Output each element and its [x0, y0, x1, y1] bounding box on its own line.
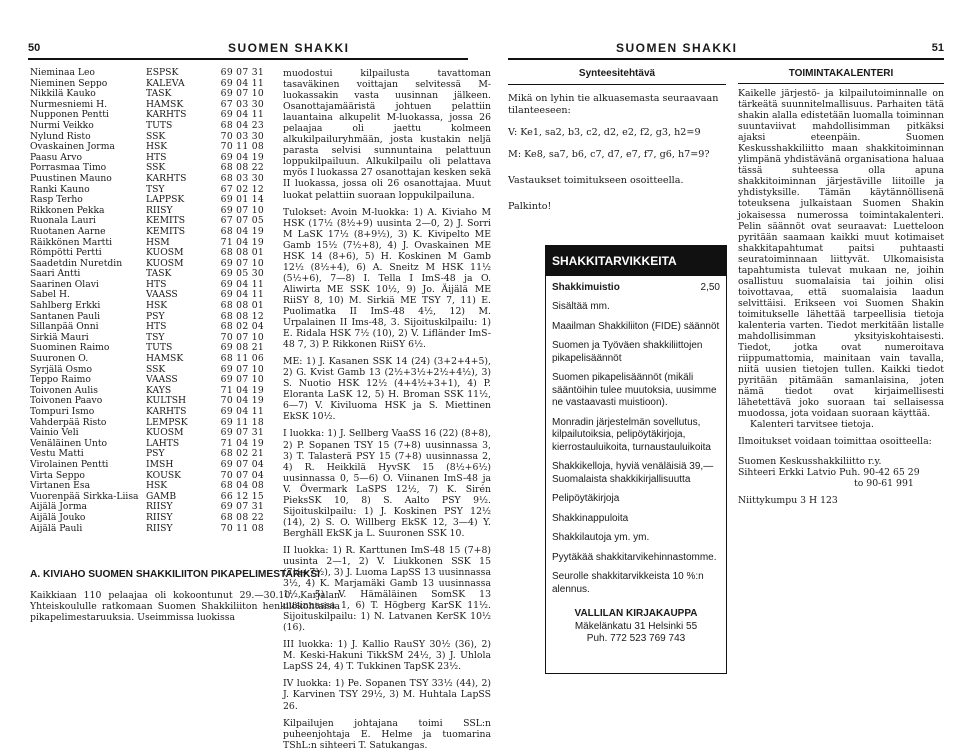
- player-points: 71 04 19: [220, 384, 264, 396]
- player-name: Vahderpää Risto: [30, 417, 107, 428]
- player-name: Vuorenpää Sirkka-Liisa: [30, 491, 139, 502]
- results-class-3: III luokka: 1) J. Kallio RauSY 30½ (36), 2) M. Keski-Hakuni TikkSM 24½, 3) J. Uhlola LapSS 24, 4) T. Tukkinen TapSK 23½.: [283, 639, 491, 673]
- player-points: 69 07 10: [220, 88, 264, 100]
- synthesis-white: V: Ke1, sa2, b3, c2, d2, e2, f2, g3, h2=9: [508, 127, 701, 138]
- player-points: 70 11 08: [220, 141, 264, 153]
- player-points: 68 08 01: [220, 247, 264, 259]
- publisher-phone: Puh. 772 523 769 743: [586, 633, 686, 644]
- player-points: 69 01 14: [220, 194, 264, 206]
- player-name: Nieminen Seppo: [30, 78, 108, 89]
- player-name: Rikkonen Pekka: [30, 205, 105, 216]
- player-name: Vestu Matti: [30, 449, 84, 460]
- player-club: KULTSH: [146, 396, 187, 407]
- player-club: KALEVA: [146, 78, 185, 89]
- player-club: TSY: [146, 332, 165, 343]
- calendar-address: [738, 456, 944, 507]
- player-club: KEMITS: [146, 216, 186, 227]
- player-name: Nylund Risto: [30, 131, 91, 142]
- player-rating-list: [30, 68, 266, 534]
- player-name: Nikkilä Kauko: [30, 89, 96, 100]
- player-name: Santanen Pauli: [30, 311, 101, 322]
- synthesis-black: M: Ke8, sa7, b6, c7, d7, e7, f7, g6, h7=9?: [508, 149, 710, 160]
- player-row: [30, 513, 266, 524]
- player-club: KUOSM: [146, 258, 184, 269]
- address-line: to 90-61 991: [854, 478, 914, 490]
- player-points: 67 02 12: [220, 183, 264, 195]
- player-club: HTS: [146, 152, 167, 163]
- player-name: Rasp Terho: [30, 195, 83, 206]
- right-running-head: [508, 34, 944, 60]
- player-points: 68 04 08: [220, 480, 264, 492]
- player-club: KOUSK: [146, 470, 182, 481]
- player-row: [30, 407, 266, 418]
- player-points: 68 02 04: [220, 321, 264, 333]
- calendar-title: TOIMINTAKALENTERI: [738, 68, 944, 84]
- player-club: PSY: [146, 449, 165, 460]
- player-name: Saari Antti: [30, 269, 81, 280]
- player-name: Saarinen Olavi: [30, 279, 99, 290]
- results-class-4: IV luokka: 1) Pe. Sopanen TSY 33½ (44), 2) J. Karvinen TSY 29½, 3) M. Huhtala LapSS 26.: [283, 678, 491, 712]
- player-points: 69 04 11: [220, 278, 264, 290]
- player-club: RIISY: [146, 205, 173, 216]
- player-points: 69 07 10: [220, 257, 264, 269]
- synthesis-reward: Palkinto!: [508, 201, 552, 212]
- player-row: [30, 174, 266, 185]
- player-name: Sabel H.: [30, 290, 70, 301]
- ad-item: Pelipöytäkirjoja: [552, 493, 620, 504]
- player-club: VAASS: [146, 290, 178, 301]
- player-points: 68 08 22: [220, 511, 264, 523]
- player-name: Saadetdin Nuretdin: [30, 258, 123, 269]
- calendar-contact-intro: Ilmoitukset voidaan toimittaa osoitteella:: [738, 436, 932, 448]
- player-club: RIISY: [146, 502, 173, 513]
- player-name: Ranki Kauno: [30, 184, 90, 195]
- ad-item: Pyytäkää shakkitarvikehinnastomme.: [552, 551, 717, 563]
- player-name: Virolainen Pentti: [30, 459, 109, 470]
- player-name: Römpötti Pertti: [30, 248, 102, 259]
- player-points: 70 07 04: [220, 469, 264, 481]
- player-row: [30, 68, 266, 79]
- player-points: 69 07 31: [220, 427, 264, 439]
- player-points: 68 04 23: [220, 119, 264, 131]
- player-club: KÄYS: [146, 385, 172, 396]
- ad-title: SHAKKITARVIKKEITA: [546, 246, 726, 276]
- player-club: TASK: [146, 89, 172, 100]
- player-club: KUOSM: [146, 428, 184, 439]
- results-class-2: II luokka: 1) R. Karttunen ImS-48 15 (7+8) uusinta 2—1, 2) V. Liukkonen SSK 15 (7½+7½), 3) J. Luoma LapSS 13 uusinnassa 3½, 4) K. Marjamäki Gamb 13 uusinnassa 1½, 5) V. Hämäläinen SomSK 13 uusinnassa 1, 6) T. Högberg KarSK 11½. Sijoituskilpailu: 1) N. Latvanen KerSK 10½ (16).: [283, 544, 491, 634]
- player-name: Äijälä Jouko: [30, 512, 86, 523]
- player-club: IMSH: [146, 459, 174, 470]
- results-me-class: ME: 1) J. Kasanen SSK 14 (24) (3+2+4+5), 2) G. Kvist Gamb 13 (2½+3½+2½+4½), 3) S. Nuotio HSK 12½ (4+4½+3+1), 4) P. Eloranta LaSK 12, 5) H. Broman SSK 11½, 6—7) V. Kiviluoma HSK ja S. Miettinen EkSK 10½.: [283, 356, 491, 423]
- player-points: 70 03 30: [220, 130, 264, 142]
- ad-item: Seurolle shakkitarvikkeista 10 %:n alennus.: [552, 571, 704, 595]
- player-name: Ruotanen Aarne: [30, 226, 106, 237]
- player-name: Virta Seppo: [30, 470, 85, 481]
- results-open-class: Tulokset: Avoin M-luokka: 1) A. Kiviaho M HSK (17½ (8½+9) uusinta 2—0, 2) J. Sorri M LaSK 17½ (8+9½), 3) K. Kivipelto ME Gamb 15½ (7½+8), 4) J. Ovaskainen ME HSK 14 (8+6), 5) H. Koskinen M Gamb 12½ (8½+4), 6) A. Sneitz M HSK 11½ (5½+6), 7—8) I. Tella I ImS-48 ja O. Aliwirta ME SSK 10½, 9) Jo. Äijälä ME RiiSY 8, 10) M. Sirkiä ME TSY 7, 11) E. Puolimatka II ImS-48 4½, 12) M. Urpalainen II Ims-48, 3. Sijoituskilpailu: 1) E. Ridala HSK 7½ (10), 2) V. Lifländer ImS-48 7, 3) P. Rikkonen RiiSY 6½.: [283, 206, 491, 351]
- player-name: Ovaskainen Jorma: [30, 142, 115, 153]
- address-line: Niittykumpu 3 H 123: [738, 495, 838, 507]
- player-club: SSK: [146, 131, 166, 142]
- running-head-left: SUOMEN SHAKKI: [228, 41, 350, 55]
- player-name: Äijälä Jorma: [30, 502, 88, 513]
- player-club: HSK: [146, 301, 168, 312]
- player-name: Suominen Raimo: [30, 343, 110, 354]
- player-points: 69 07 04: [220, 458, 264, 470]
- player-club: VAASS: [146, 375, 178, 386]
- player-club: TUTS: [146, 343, 173, 354]
- ad-item: Shakkilautoja ym. ym.: [552, 532, 650, 543]
- calendar-note: Kalenteri tarvitsee tietoja.: [750, 419, 874, 431]
- player-name: Äijälä Pauli: [30, 523, 83, 534]
- player-club: PSY: [146, 311, 165, 322]
- ad-item: Suomen ja Työväen shakkiliittojen pikapelisäännöt: [552, 340, 703, 364]
- player-club: RIISY: [146, 523, 173, 534]
- player-name: Vainio Veli: [30, 428, 79, 439]
- player-club: KUOSM: [146, 248, 184, 259]
- results-class-1: I luokka: 1) J. Sellberg VaaSS 16 (22) (8+8), 2) P. Sopanen TSY 15 (7+8) uusinnassa 3, 3) T. Talasterä PSY 15 (7+8) uusinnassa 2, 4) R. Heikkilä HyvSK 15 (8½+6½) uusinnassa 0, 5—6) O. Viinanen ImS-48 ja V. Övermark LaSPS 12½, 7) K. Sirén PieksSK 10, 8) S. Aalto PSY 9½. Sijoituskilpailu: 1) J. Koskinen PSY 12½ (14), 2) S. O. Willberg EkSK 12, 3—4) Y. Berghäll EkSK ja L. Suuronen SSK 10.: [283, 428, 491, 539]
- player-name: Sahlberg Erkki: [30, 301, 101, 312]
- ad-item: Suomen pikapelisäännöt (mikäli sääntöihin tulee muutoksia, uusimme ne vastaavasti muistioon).: [552, 372, 717, 408]
- calendar-text: Kaikelle järjestö- ja kilpailutoiminnalle on tärkeätä suunnitelmallisuus. Parhaiten tätä shakin alalla edistetään luomalla toiminnan suuntaviivat mahdollisimman pitkäksi ajaksi eteenpäin. Suomen Keskusshakkiliitto maan shakkitoiminnan ylimpänä yhdistävänä organisationa haluaa tässä suhteessa olla apuna shakkitoiminnan järjestäville liitoille ja yhdistyksille. Tämän käytännöllisenä toteuksena julkaistaan Suomen Shakin jokaisessa numerossa toimintakalenteri. Pelin säännöt ovat seuraavat: Luetteloon pyritään saamaan kaikki muut kotimaiset shakkitapahtumat paitsi puhtaasti seuratoiminnaan liittyvät. Ulkomaisista tapahtumista tulevat mukaan ne, joihin osallistuu suomalaisia tai joihin olisi toivottavaa, että suomalaisia laadun selvittäisi. Erikseen voi Suomen Shakin toimitukselle lähettää tarpeellisia tietoja kalenteria varten. Tiedot merkitään listalle mahdollisimman yksityiskohtaisesti. Tiedot, jotka ovat numeroitava riippumattomia, mainitaan vain tavalla, niitä uusien tietojen tullen. Kaikki tiedot pyritään pitämään samanlaisina, joten nämä tiedot ovat kirjaimellisesti lähetettävä joko suoraan tai sellaisessa muodossa, jota voidaan suoraan käyttää.: [738, 88, 944, 420]
- left-running-head: [28, 34, 468, 60]
- page-number-left: 50: [28, 42, 41, 54]
- ad-item: Sisältää mm.: [552, 301, 610, 312]
- publisher-address: Mäkelänkatu 31 Helsinki 55: [574, 620, 698, 632]
- player-points: 68 11 06: [220, 353, 264, 365]
- player-points: 69 04 11: [220, 406, 264, 417]
- synthesis-title: Synteesitehtävä: [508, 68, 726, 85]
- ad-item-price: 2,50: [700, 281, 720, 293]
- player-name: Porrasmaa Timo: [30, 163, 107, 174]
- results-intro: muodostui kilpailusta tavattoman tasaväkinen voittajan selvitessä M-luokassakin vasta uusinnan jälkeen. Osanottajamääristä johtuen pelattiin lauantaina alkupelit M-luokassa, jossa 26 pelaajaa oli jaettu kolmeen alkukilpailuryhmään, josta kustakin neljä parasta selvisi sunnuntaina pelattuun loppukilpailuun. Alkukilpailu oli pelattava myös I luokassa 27 osanottajan kesken sekä II luokassa, jossa oli 26 osanottajaa. Muut luokat pelattiin suoraan loppukilpailuna.: [283, 68, 491, 201]
- ad-publisher: [552, 608, 720, 646]
- player-points: 69 07 31: [220, 501, 264, 513]
- player-name: Sirkiä Mauri: [30, 332, 89, 343]
- player-club: KARHTS: [146, 407, 187, 417]
- player-points: 67 07 05: [220, 215, 264, 227]
- player-club: ESPSK: [146, 68, 179, 78]
- player-club: KARHTS: [146, 110, 187, 121]
- player-points: 68 08 01: [220, 300, 264, 312]
- player-club: LEMPSK: [146, 417, 188, 428]
- player-club: HSM: [146, 237, 170, 248]
- article-heading: A. KIVIAHO SUOMEN SHAKKILIITON PIKAPELIMESTARIKSI: [30, 569, 320, 580]
- player-name: Räikkönen Martti: [30, 237, 113, 248]
- player-points: 69 04 19: [220, 151, 264, 163]
- player-name: Toivonen Aulis: [30, 385, 98, 396]
- player-name: Toivonen Paavo: [30, 396, 103, 407]
- ad-item: Shakkinappuloita: [552, 512, 629, 524]
- player-points: 68 08 22: [220, 162, 264, 174]
- player-points: 69 07 31: [220, 67, 264, 78]
- player-name: Paasu Arvo: [30, 152, 83, 163]
- activity-calendar: [738, 68, 944, 507]
- running-head-right: SUOMEN SHAKKI: [616, 41, 738, 55]
- synthesis-intro: Mikä on lyhin tie alkuasemasta seuraavaan tilanteeseen:: [508, 93, 719, 116]
- player-name: Nurmi Veikko: [30, 120, 94, 131]
- chess-supplies-ad: [545, 245, 727, 674]
- player-points: 69 07 10: [220, 363, 264, 375]
- player-points: 68 04 19: [220, 225, 264, 237]
- player-club: KARHTS: [146, 173, 187, 184]
- results-column: [283, 68, 491, 751]
- player-points: 68 08 12: [220, 310, 264, 322]
- player-club: LAPPSK: [146, 195, 185, 206]
- player-name: Nurmesniemi H.: [30, 99, 108, 110]
- player-name: Puustinen Mauno: [30, 173, 112, 184]
- results-officials: Kilpailujen johtajana toimi SSL:n puheenjohtaja E. Helme ja tuomarina TShL:n sihteeri T. Satukangas.: [283, 717, 491, 751]
- ad-item: Monradin järjestelmän sovellutus, kilpailutoiksia, pelipöytäkirjoja, kierrostauluikoita, turnaustauluikoita: [552, 416, 711, 453]
- player-club: TUTS: [146, 120, 173, 131]
- player-row: [30, 524, 266, 535]
- ad-item: Maailman Shakkiliiton (FIDE) säännöt: [552, 320, 720, 332]
- player-club: LAHTS: [146, 438, 180, 449]
- player-name: Syrjälä Osmo: [30, 364, 93, 375]
- ad-item: Shakkikelloja, hyviä venäläisiä 39,— Suomalaista shakkikirjallisuutta: [552, 461, 714, 485]
- player-club: HTS: [146, 279, 167, 290]
- player-club: GAMB: [146, 491, 177, 502]
- player-points: 69 07 10: [220, 204, 264, 216]
- player-points: 68 03 30: [220, 172, 264, 184]
- player-club: RIISY: [146, 512, 173, 523]
- player-name: Venäläinen Unto: [30, 438, 108, 449]
- player-club: TSY: [146, 184, 165, 195]
- player-points: 69 04 11: [220, 77, 264, 89]
- player-club: TASK: [146, 269, 172, 280]
- player-club: KEMITS: [146, 226, 186, 237]
- player-name: Suuronen O.: [30, 354, 89, 365]
- player-points: 67 03 30: [220, 98, 264, 110]
- player-points: 70 04 19: [220, 395, 264, 407]
- player-row: [30, 121, 266, 132]
- player-points: 69 08 21: [220, 342, 264, 354]
- player-points: 69 11 18: [220, 416, 264, 428]
- player-points: 69 07 10: [220, 374, 264, 386]
- player-name: Teppo Raimo: [30, 375, 91, 386]
- player-club: HÄMSK: [146, 354, 184, 365]
- player-points: 66 12 15: [220, 490, 264, 502]
- player-points: 69 04 11: [220, 109, 264, 121]
- player-points: 71 04 19: [220, 437, 264, 449]
- page-number-right: 51: [931, 42, 944, 54]
- player-points: 70 07 10: [220, 331, 264, 343]
- ad-item: [552, 282, 720, 295]
- player-points: 70 11 08: [220, 522, 264, 534]
- synthesis-problem: [508, 68, 726, 213]
- synthesis-note: Vastaukset toimitukseen osoitteella.: [508, 175, 684, 186]
- player-name: Sillanpää Onni: [30, 322, 99, 333]
- address-line: Suomen Keskusshakkiliitto r.y.: [738, 455, 882, 467]
- player-name: Nupponen Pentti: [30, 110, 109, 121]
- player-points: 68 02 21: [220, 448, 264, 460]
- ad-item-label: Shakkimuistio: [552, 281, 620, 293]
- player-club: HÄMSK: [146, 99, 184, 110]
- player-club: SSK: [146, 163, 166, 174]
- player-club: SSK: [146, 364, 166, 375]
- player-name: Virtanen Esa: [30, 481, 91, 492]
- article-intro: Kaikkiaan 110 pelaajaa oli kokoontunut 29.—30.10. Karjalan Yhteiskoululle ratkomaan Suomen Shakkiliiton henkilökohtaisia pikapelimestaruuksia. Useimmissa luokissa: [30, 590, 340, 623]
- player-club: HSK: [146, 142, 168, 153]
- player-points: 71 04 19: [220, 236, 264, 248]
- player-name: Nieminaa Leo: [30, 68, 95, 78]
- player-name: Ruonala Lauri: [30, 216, 96, 227]
- player-club: HSK: [146, 481, 168, 492]
- publisher-name: VALLILAN KIRJAKAUPPA: [574, 608, 698, 619]
- player-club: HTS: [146, 322, 167, 333]
- player-name: Tompuri Ismo: [30, 407, 95, 417]
- address-line: Sihteeri Erkki Latvio Puh. 90-42 65 29: [738, 466, 920, 478]
- player-points: 69 05 30: [220, 268, 264, 280]
- player-row: [30, 227, 266, 238]
- player-points: 69 04 11: [220, 289, 264, 301]
- player-row: [30, 460, 266, 471]
